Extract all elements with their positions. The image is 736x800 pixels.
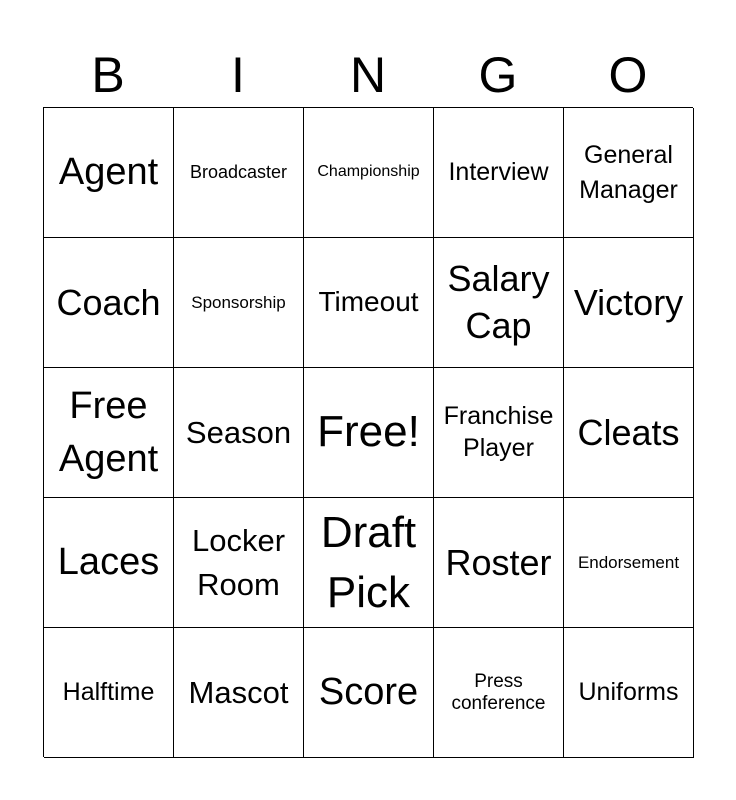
header-letter-o: O: [608, 47, 648, 103]
cell-label: Coach: [56, 281, 161, 323]
header-letter-i: I: [231, 47, 245, 103]
cell-label: Season: [185, 414, 292, 450]
bingo-cell[interactable]: [174, 238, 304, 368]
bingo-cell[interactable]: [174, 498, 304, 628]
cell-label: Mascot: [188, 674, 289, 710]
bingo-board: [43, 107, 693, 757]
cell-label: Uniforms: [578, 678, 679, 707]
cell-label: Cleats: [577, 411, 680, 453]
bingo-cell[interactable]: [44, 108, 174, 238]
header-letter-b: B: [91, 47, 125, 103]
cell-label: Salary Cap: [447, 257, 550, 346]
bingo-cell[interactable]: [304, 498, 434, 628]
bingo-cell[interactable]: [434, 368, 564, 498]
bingo-cell[interactable]: [44, 368, 174, 498]
cell-label: Locker Room: [191, 523, 286, 602]
bingo-cell[interactable]: [434, 108, 564, 238]
cell-label: Agent: [58, 150, 159, 193]
cell-label: General Manager: [579, 140, 678, 204]
bingo-cell[interactable]: [304, 108, 434, 238]
bingo-cell[interactable]: [564, 368, 694, 498]
cell-label: Interview: [448, 158, 549, 187]
bingo-cell[interactable]: [304, 238, 434, 368]
bingo-header: [43, 42, 693, 108]
bingo-cell[interactable]: [304, 628, 434, 758]
bingo-cell[interactable]: [564, 108, 694, 238]
bingo-cell[interactable]: [174, 628, 304, 758]
cell-label: Victory: [573, 281, 684, 323]
cell-label: Franchise Player: [443, 402, 554, 462]
bingo-cell[interactable]: [564, 628, 694, 758]
cell-label: Championship: [317, 163, 420, 181]
cell-label: Draft Pick: [320, 508, 417, 617]
cell-label: Sponsorship: [191, 292, 286, 312]
cell-label: Laces: [57, 540, 160, 583]
cell-label: Endorsement: [577, 552, 680, 572]
bingo-cell[interactable]: [44, 238, 174, 368]
cell-label: Press conference: [451, 670, 546, 714]
cell-label: Broadcaster: [189, 162, 288, 183]
bingo-cell[interactable]: [564, 238, 694, 368]
bingo-cell[interactable]: [174, 108, 304, 238]
bingo-cell[interactable]: [44, 628, 174, 758]
cell-label: Timeout: [318, 286, 419, 318]
bingo-cell[interactable]: [174, 368, 304, 498]
free-space[interactable]: [304, 368, 434, 498]
cell-label: Halftime: [62, 678, 155, 707]
bingo-cell[interactable]: [564, 498, 694, 628]
bingo-cell[interactable]: [434, 238, 564, 368]
bingo-cell[interactable]: [434, 628, 564, 758]
header-letter-g: G: [478, 47, 518, 103]
header-letter-n: N: [349, 47, 387, 103]
cell-label: Roster: [445, 541, 552, 583]
free-space-label: Free!: [317, 407, 420, 457]
bingo-cell[interactable]: [434, 498, 564, 628]
cell-label: Free Agent: [58, 385, 159, 480]
bingo-cell[interactable]: [44, 498, 174, 628]
cell-label: Score: [318, 670, 419, 713]
